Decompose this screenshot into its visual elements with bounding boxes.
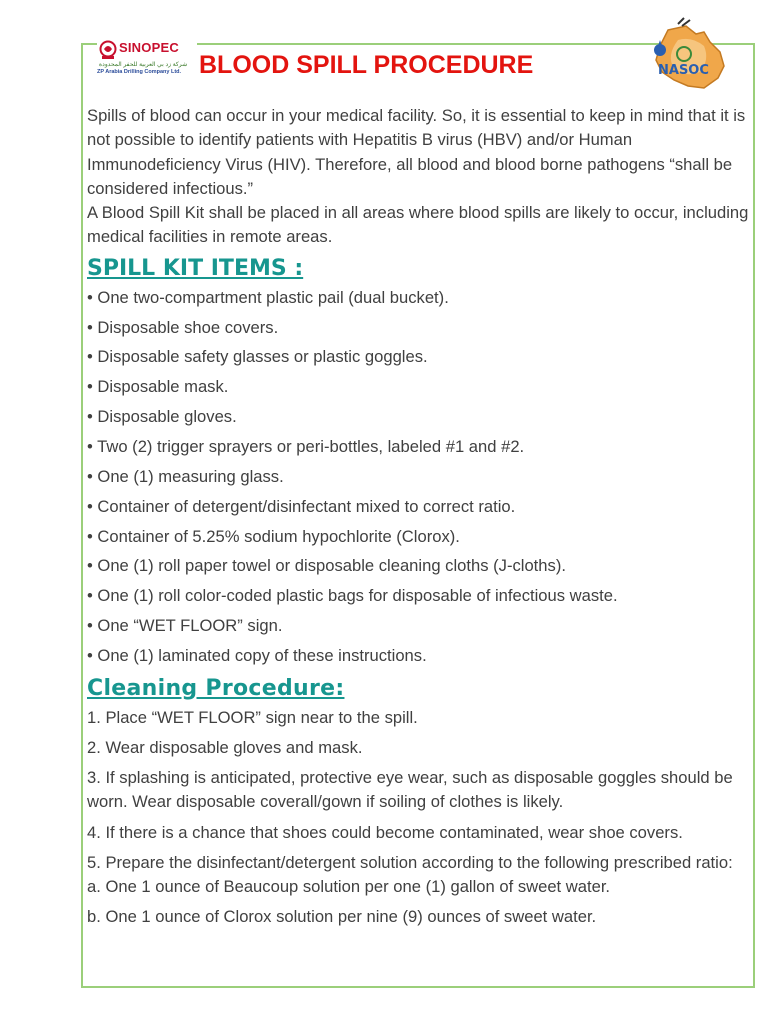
list-item: • Container of detergent/disinfectant mixed to correct ratio. [87,496,516,516]
list-item: • One “WET FLOOR” sign. [87,616,283,636]
intro-paragraph-2: A Blood Spill Kit shall be placed in all areas where blood spills are likely to occur, including medical facilities in remote areas. [87,203,749,247]
sinopec-logo [97,40,197,80]
spill-kit-heading: SPILL KIT ITEMS : [87,255,304,281]
intro-paragraph-1: Spills of blood can occur in your medical facility. So, it is essential to keep in mind that it is not possible to identify patients with Hepatitis B virus (HBV) and/or Human Immunodeficiency Virus (HIV). Therefore, all blood and blood borne pathogens “shall be considered infectious.” [87,106,746,198]
spill-kit-list [87,286,752,668]
list-item: • One (1) roll paper towel or disposable cleaning cloths (J-cloths). [87,556,566,576]
list-item: • One (1) roll color-coded plastic bags for disposable of infectious waste. [87,586,618,606]
cleaning-steps-list [87,706,752,930]
step-item: a. One 1 ounce of Beaucoup solution per one (1) gallon of sweet water. [87,877,611,897]
nasoc-logo [638,16,730,98]
list-item: • One two-compartment plastic pail (dual bucket). [87,287,449,307]
list-item: • One (1) laminated copy of these instructions. [87,645,427,665]
company-name: ZP Arabia Drilling Company Ltd. [97,69,182,75]
list-item: • Disposable safety glasses or plastic goggles. [87,347,428,367]
step-item: 2. Wear disposable gloves and mask. [87,737,363,757]
step-item: 5. Prepare the disinfectant/detergent solution according to the following prescribed ratio: [87,852,733,872]
cleaning-procedure-heading: Cleaning Procedure: [87,675,345,701]
page-title: BLOOD SPILL PROCEDURE [199,51,534,79]
list-item: • Disposable gloves. [87,407,237,427]
nasoc-text: NASOC [658,63,709,78]
sinopec-icon [99,40,117,60]
step-item: b. One 1 ounce of Clorox solution per nine (9) ounces of sweet water. [87,907,597,927]
list-item: • Disposable mask. [87,377,229,397]
list-item: • One (1) measuring glass. [87,466,284,486]
step-item: 4. If there is a chance that shoes could become contaminated, wear shoe covers. [87,822,683,842]
nasoc-map-icon [638,16,730,98]
step-item: 3. If splashing is anticipated, protective eye wear, such as disposable goggles should be worn. Wear disposable coverall/gown if soiling of clothes is likely. [87,767,733,812]
list-item: • Container of 5.25% sodium hypochlorite (Clorox). [87,526,460,546]
document-body [87,104,752,935]
step-item: 1. Place “WET FLOOR” sign near to the spill. [87,707,418,727]
company-arabic-name: شركة زد بي العربية للحفر المحدودة [99,62,188,68]
list-item: • Two (2) trigger sprayers or peri-bottles, labeled #1 and #2. [87,437,525,456]
sinopec-brand: SINOPEC [119,40,179,55]
list-item: • Disposable shoe covers. [87,317,279,337]
